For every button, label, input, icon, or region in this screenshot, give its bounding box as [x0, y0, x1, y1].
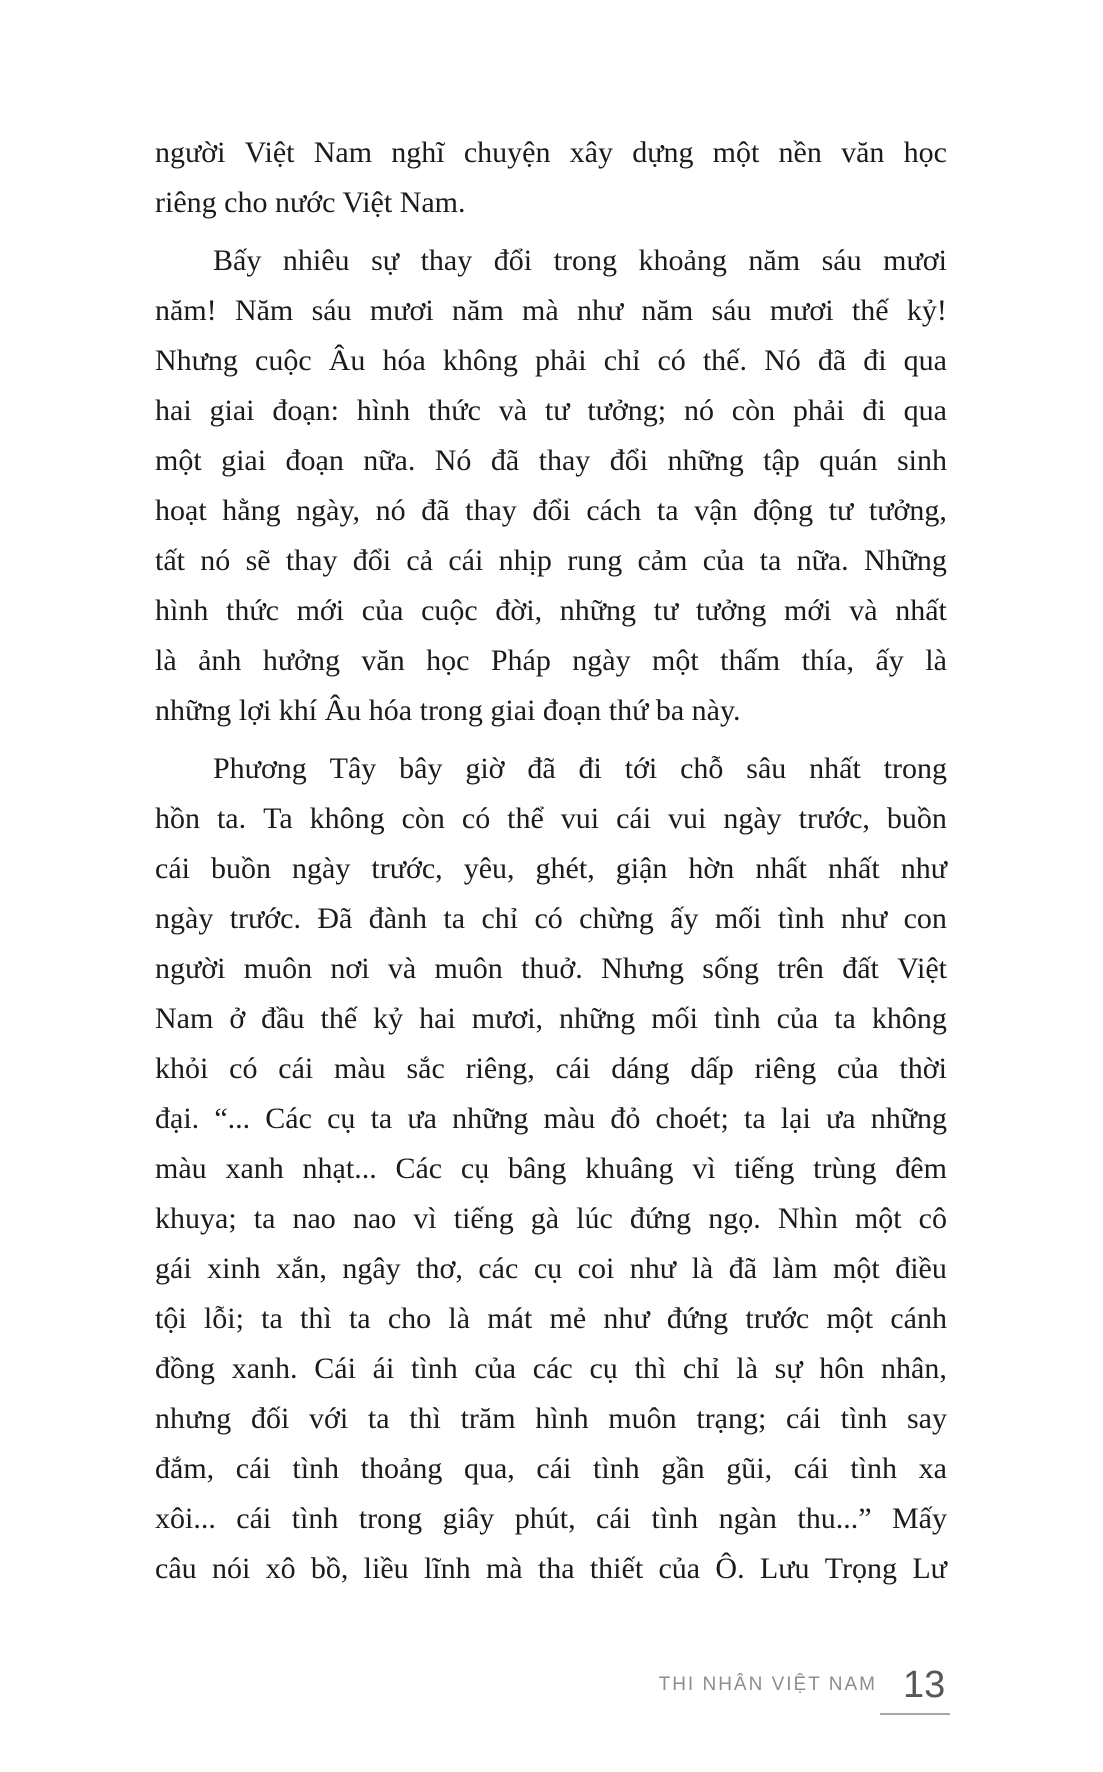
- text-line: màu xanh nhạt... Các cụ bâng khuâng vì tiếng trùng đêm: [155, 1152, 947, 1185]
- text-line: hoạt hằng ngày, nó đã thay đổi cách ta vận động tư tưởng,: [155, 494, 947, 527]
- text-line: cái buồn ngày trước, yêu, ghét, giận hờn nhất nhất như: [155, 852, 947, 885]
- text-line: năm! Năm sáu mươi năm mà như năm sáu mươi thế kỷ!: [155, 294, 947, 327]
- text-line: tất nó sẽ thay đổi cả cái nhịp rung cảm của ta nữa. Những: [155, 544, 947, 577]
- text-line: một giai đoạn nữa. Nó đã thay đổi những tập quán sinh: [155, 444, 947, 477]
- page-number: 13: [903, 1664, 946, 1706]
- text-line: người Việt Nam nghĩ chuyện xây dựng một nền văn học: [155, 136, 947, 169]
- book-title: THI NHÂN VIỆT NAM: [658, 1674, 877, 1695]
- text-line: đồng xanh. Cái ái tình của các cụ thì chỉ là sự hôn nhân,: [155, 1352, 947, 1385]
- text-line: ngày trước. Đã đành ta chỉ có chừng ấy mối tình như con: [155, 902, 947, 935]
- text-line: gái xinh xắn, ngây thơ, các cụ coi như là đã làm một điều: [155, 1252, 947, 1285]
- text-line: câu nói xô bồ, liều lĩnh mà tha thiết của Ô. Lưu Trọng Lư: [155, 1552, 947, 1585]
- text-line: Nhưng cuộc Âu hóa không phải chỉ có thế. Nó đã đi qua: [155, 344, 947, 377]
- text-line: người muôn nơi và muôn thuở. Nhưng sống trên đất Việt: [155, 952, 947, 985]
- text-line: đắm, cái tình thoảng qua, cái tình gần gũi, cái tình xa: [155, 1452, 947, 1485]
- text-line: là ảnh hưởng văn học Pháp ngày một thấm thía, ấy là: [155, 644, 947, 677]
- paragraph: [155, 128, 947, 228]
- text-line: Nam ở đầu thế kỷ hai mươi, những mối tình của ta không: [155, 1002, 947, 1035]
- text-line: hồn ta. Ta không còn có thể vui cái vui ngày trước, buồn: [155, 802, 947, 835]
- paragraph: [155, 236, 947, 736]
- page-number-rule: [880, 1713, 950, 1715]
- text-line: khuya; ta nao nao vì tiếng gà lúc đứng ngọ. Nhìn một cô: [155, 1202, 947, 1235]
- text-line: hình thức mới của cuộc đời, những tư tưởng mới và nhất: [155, 594, 947, 627]
- paragraph: [155, 744, 947, 1594]
- text-line: xôi... cái tình trong giây phút, cái tình ngàn thu...” Mấy: [155, 1502, 947, 1535]
- text-line: khỏi có cái màu sắc riêng, cái dáng dấp riêng của thời: [155, 1052, 947, 1085]
- text-block: [155, 128, 947, 1594]
- text-line: tội lỗi; ta thì ta cho là mát mẻ như đứng trước một cánh: [155, 1302, 947, 1335]
- text-line: hai giai đoạn: hình thức và tư tưởng; nó còn phải đi qua: [155, 394, 947, 427]
- text-line: Bấy nhiêu sự thay đổi trong khoảng năm sáu mươi: [213, 244, 947, 277]
- text-line: riêng cho nước Việt Nam.: [155, 186, 466, 219]
- text-line: nhưng đối với ta thì trăm hình muôn trạng; cái tình say: [155, 1402, 947, 1435]
- text-line: Phương Tây bây giờ đã đi tới chỗ sâu nhất trong: [213, 752, 947, 785]
- text-line: những lợi khí Âu hóa trong giai đoạn thứ ba này.: [155, 694, 741, 727]
- text-line: đại. “... Các cụ ta ưa những màu đỏ choét; ta lại ưa những: [155, 1102, 947, 1135]
